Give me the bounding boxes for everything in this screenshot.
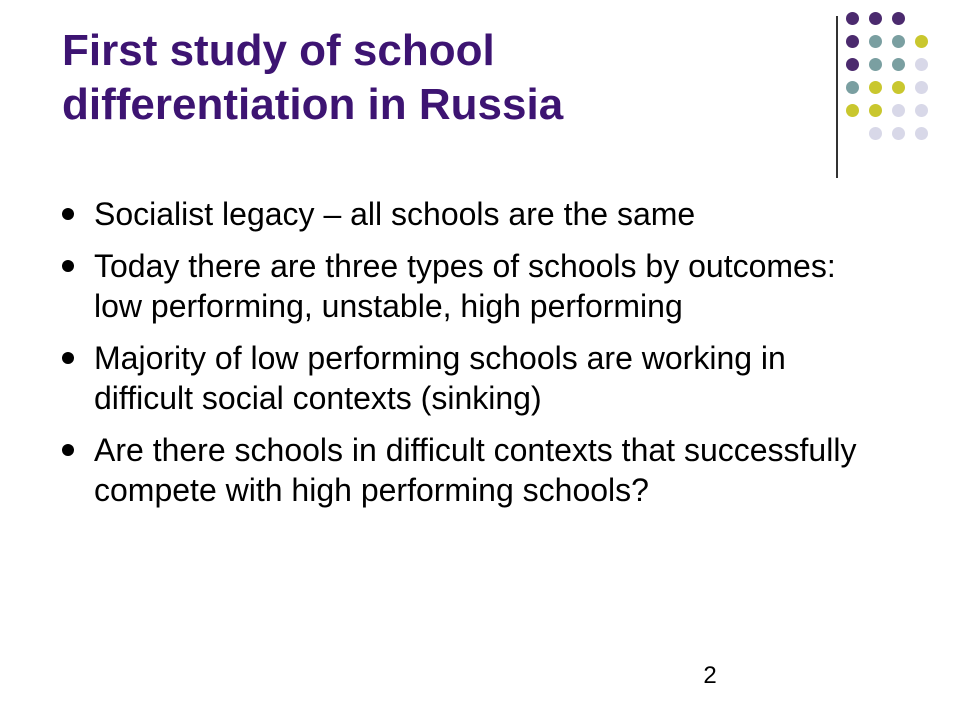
decorative-dot [892,35,905,48]
decorative-dot [915,127,928,140]
bullet-dot-icon [62,260,74,272]
decorative-dot-grid [846,12,950,160]
bullet-item [62,194,862,234]
decorative-dot [869,58,882,71]
decorative-dot [869,12,882,25]
bullet-dot-icon [62,444,74,456]
decorative-dot [915,35,928,48]
bullet-text: Today there are three types of schools by outcomes: low performing, unstable, high performing [94,248,836,324]
decorative-dot [869,104,882,117]
decorative-dot [915,104,928,117]
decorative-dot [892,12,905,25]
page-number: 2 [703,662,717,689]
decorative-dot [846,81,859,94]
decorative-dot [846,35,859,48]
bullet-text: Socialist legacy – all schools are the same [94,196,696,232]
slide-title: First study of school differentiation in Russia [62,26,564,129]
bullet-item [62,338,862,418]
bullet-list [62,194,862,522]
decorative-dot [869,35,882,48]
title-divider [836,16,838,178]
decorative-dot [892,58,905,71]
decorative-dot [846,58,859,71]
bullet-text: Are there schools in difficult contexts that successfully compete with high performing schools? [94,432,857,508]
decorative-dot [869,127,882,140]
decorative-dot [915,81,928,94]
bullet-dot-icon [62,352,74,364]
decorative-dot [869,81,882,94]
decorative-dot [892,127,905,140]
decorative-dot [846,104,859,117]
decorative-dot [915,58,928,71]
decorative-dot [892,104,905,117]
bullet-item [62,430,862,510]
decorative-dot [846,12,859,25]
bullet-text: Majority of low performing schools are working in difficult social contexts (sinking) [94,340,786,416]
bullet-dot-icon [62,208,74,220]
bullet-item [62,246,862,326]
decorative-dot [892,81,905,94]
